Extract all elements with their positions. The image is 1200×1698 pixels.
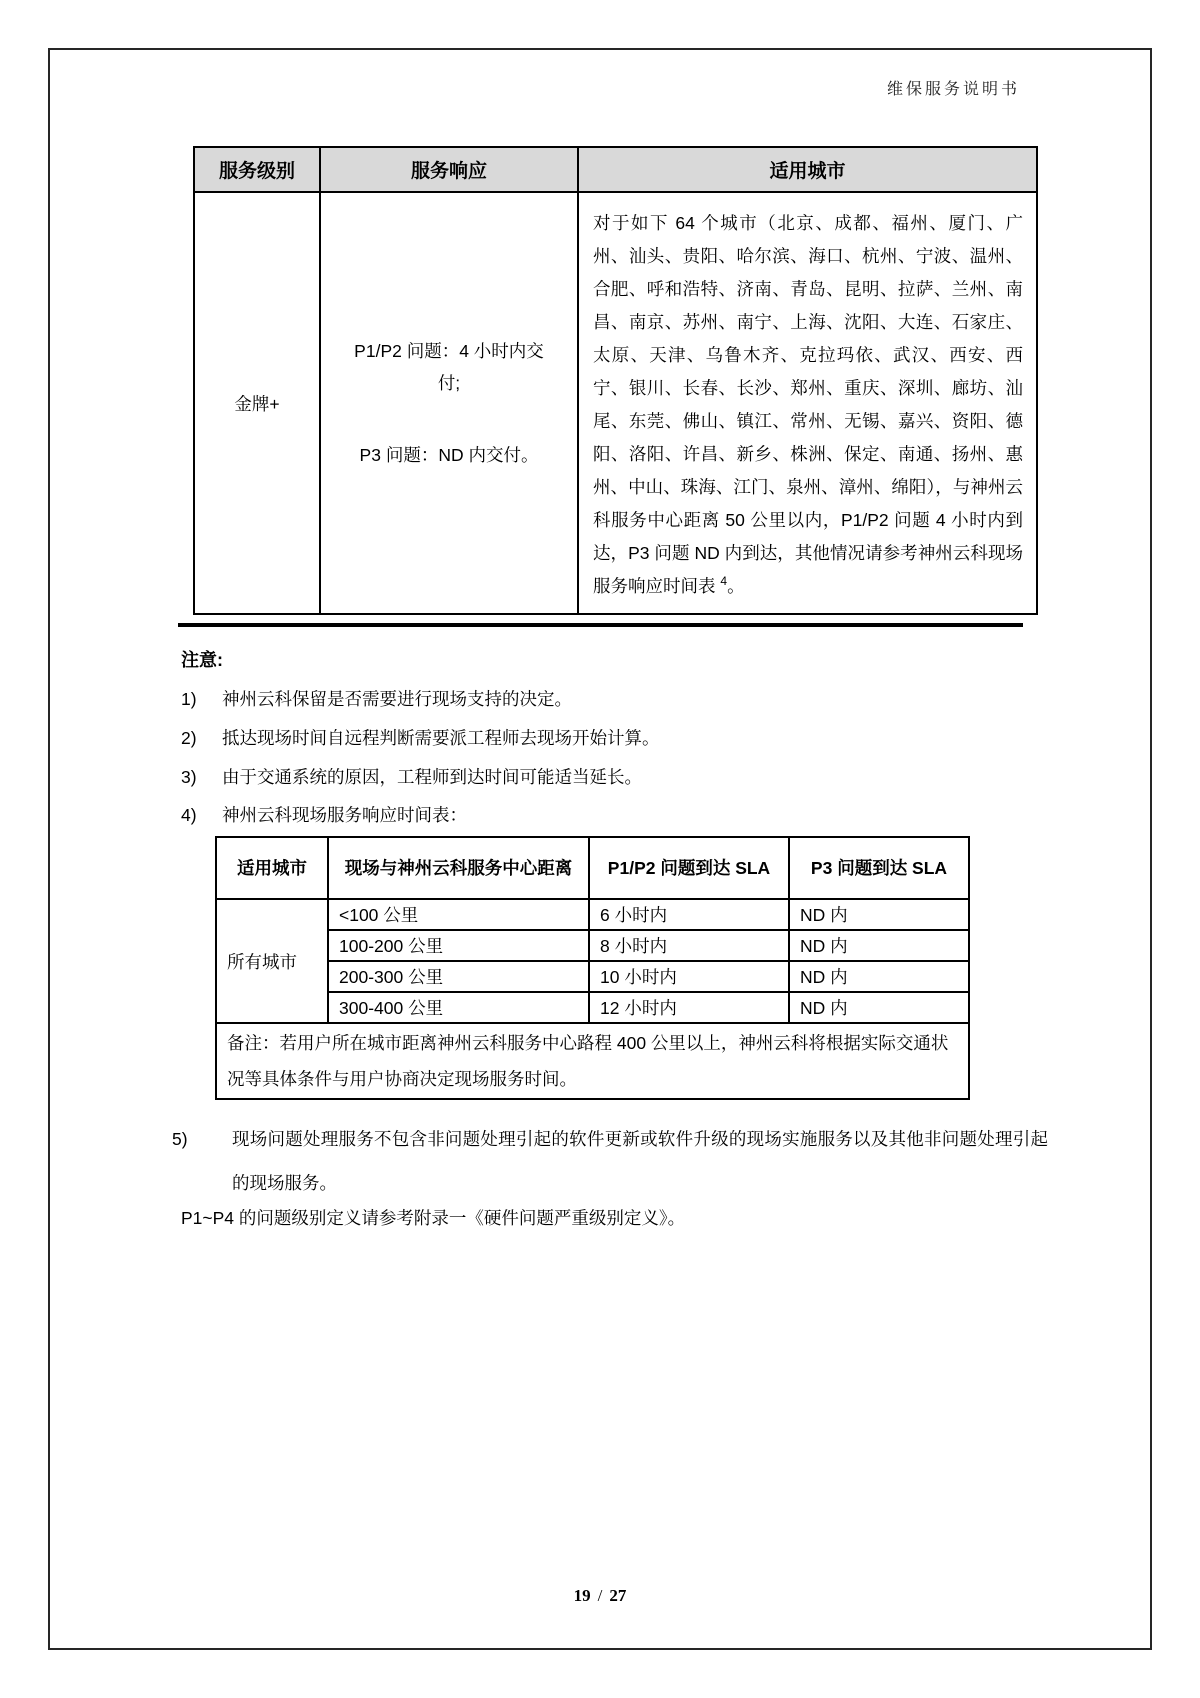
t2-header-p12-sla: P1/P2 问题到达 SLA	[589, 837, 789, 899]
t2-cell-distance-3: 200-300 公里	[328, 961, 589, 992]
note-item-5	[172, 1117, 1052, 1205]
note-item-5-text: 现场问题处理服务不包含非问题处理引起的软件更新或软件升级的现场实施服务以及其他非问题处理引起的现场服务。	[232, 1129, 1048, 1193]
t2-cell-p12-4: 12 小时内	[589, 992, 789, 1023]
section-divider-rule	[178, 623, 1023, 627]
t2-remark-row	[216, 1023, 969, 1099]
t2-cell-p3-2: ND 内	[789, 930, 969, 961]
cities-paragraph: 对于如下 64 个城市（北京、成都、福州、厦门、广州、汕头、贵阳、哈尔滨、海口、杭州、宁波、温州、合肥、呼和浩特、济南、青岛、昆明、拉萨、兰州、南昌、南京、苏州、南宁、上海、沈阳、大连、石家庄、太原、天津、乌鲁木齐、克拉玛依、武汉、西安、西宁、银川、长春、长沙、郑州、重庆、深圳、廊坊、汕尾、东莞、佛山、镇江、常州、无锡、嘉兴、资阳、德阳、洛阳、许昌、新乡、株洲、保定、南通、扬州、惠州、中山、珠海、江门、泉州、漳州、绵阳），与神州云科服务中心距离 50 公里以内，P1/P2 问题 4 小时内到达，P3 问题 ND 内到达，其他情况请参考神州云科现场服务响应时间表	[593, 213, 1023, 596]
page-number-total: 27	[609, 1586, 627, 1605]
note-item-2-text: 抵达现场时间自远程判断需要派工程师去现场开始计算。	[222, 728, 660, 748]
service-level-table	[193, 146, 1038, 615]
notes-title: 注意:	[181, 650, 223, 670]
note-item-3-number: 3)	[181, 767, 197, 787]
note-item-1	[181, 686, 1051, 711]
note-item-2	[181, 725, 1051, 750]
t2-row-1	[216, 899, 969, 930]
cities-footnote-ref: 4	[720, 574, 728, 589]
t1-header-service-response: 服务响应	[320, 147, 578, 192]
service-level-table-header-row	[194, 147, 1037, 192]
note-item-2-number: 2)	[181, 728, 197, 748]
t1-header-service-level: 服务级别	[194, 147, 320, 192]
onsite-table-header-row	[216, 837, 969, 899]
t2-row-4	[216, 992, 969, 1023]
t2-header-distance: 现场与神州云科服务中心距离	[328, 837, 589, 899]
t2-cell-p3-3: ND 内	[789, 961, 969, 992]
response-line-p1p2: P1/P2 问题：4 小时内交付;	[354, 341, 544, 393]
t2-cell-p3-1: ND 内	[789, 899, 969, 930]
note-item-1-number: 1)	[181, 689, 197, 709]
note-item-4-number: 4)	[181, 805, 197, 825]
p1p4-definition-note: P1~P4 的问题级别定义请参考附录一《硬件问题严重级别定义》。	[181, 1208, 686, 1228]
page-footer	[0, 1586, 1200, 1606]
running-head: 维保服务说明书	[886, 81, 1020, 98]
response-line-p3: P3 问题：ND 内交付。	[359, 445, 539, 465]
onsite-response-time-table	[215, 836, 970, 1100]
t1-cell-cities	[578, 192, 1037, 614]
t2-header-applicable-cities: 适用城市	[216, 837, 328, 899]
t1-cell-level: 金牌+	[194, 192, 320, 614]
t2-cell-p12-1: 6 小时内	[589, 899, 789, 930]
t2-cell-p12-2: 8 小时内	[589, 930, 789, 961]
note-item-5-number: 5)	[172, 1129, 188, 1149]
note-item-3	[181, 764, 1051, 789]
cities-paragraph-end: 。	[727, 576, 745, 596]
service-level-table-row	[194, 192, 1037, 614]
note-item-4-text: 神州云科现场服务响应时间表：	[222, 805, 467, 825]
t2-cell-p12-3: 10 小时内	[589, 961, 789, 992]
t2-cell-remark: 备注：若用户所在城市距离神州云科服务中心路程 400 公里以上，神州云科将根据实际交通状况等具体条件与用户协商决定现场服务时间。	[216, 1023, 969, 1099]
note-item-3-text: 由于交通系统的原因，工程师到达时间可能适当延长。	[222, 767, 642, 787]
t2-cell-distance-2: 100-200 公里	[328, 930, 589, 961]
note-item-1-text: 神州云科保留是否需要进行现场支持的决定。	[222, 689, 572, 709]
t2-row-2	[216, 930, 969, 961]
note-item-4	[181, 802, 1051, 827]
t2-header-p3-sla: P3 问题到达 SLA	[789, 837, 969, 899]
t1-header-applicable-cities: 适用城市	[578, 147, 1037, 192]
t2-cell-p3-4: ND 内	[789, 992, 969, 1023]
t2-cell-all-cities: 所有城市	[216, 899, 328, 1023]
t2-cell-distance-4: 300-400 公里	[328, 992, 589, 1023]
t2-row-3	[216, 961, 969, 992]
t2-cell-distance-1: <100 公里	[328, 899, 589, 930]
t1-cell-response	[320, 192, 578, 614]
page-number-separator: /	[597, 1586, 603, 1605]
page-number-current: 19	[573, 1586, 591, 1605]
